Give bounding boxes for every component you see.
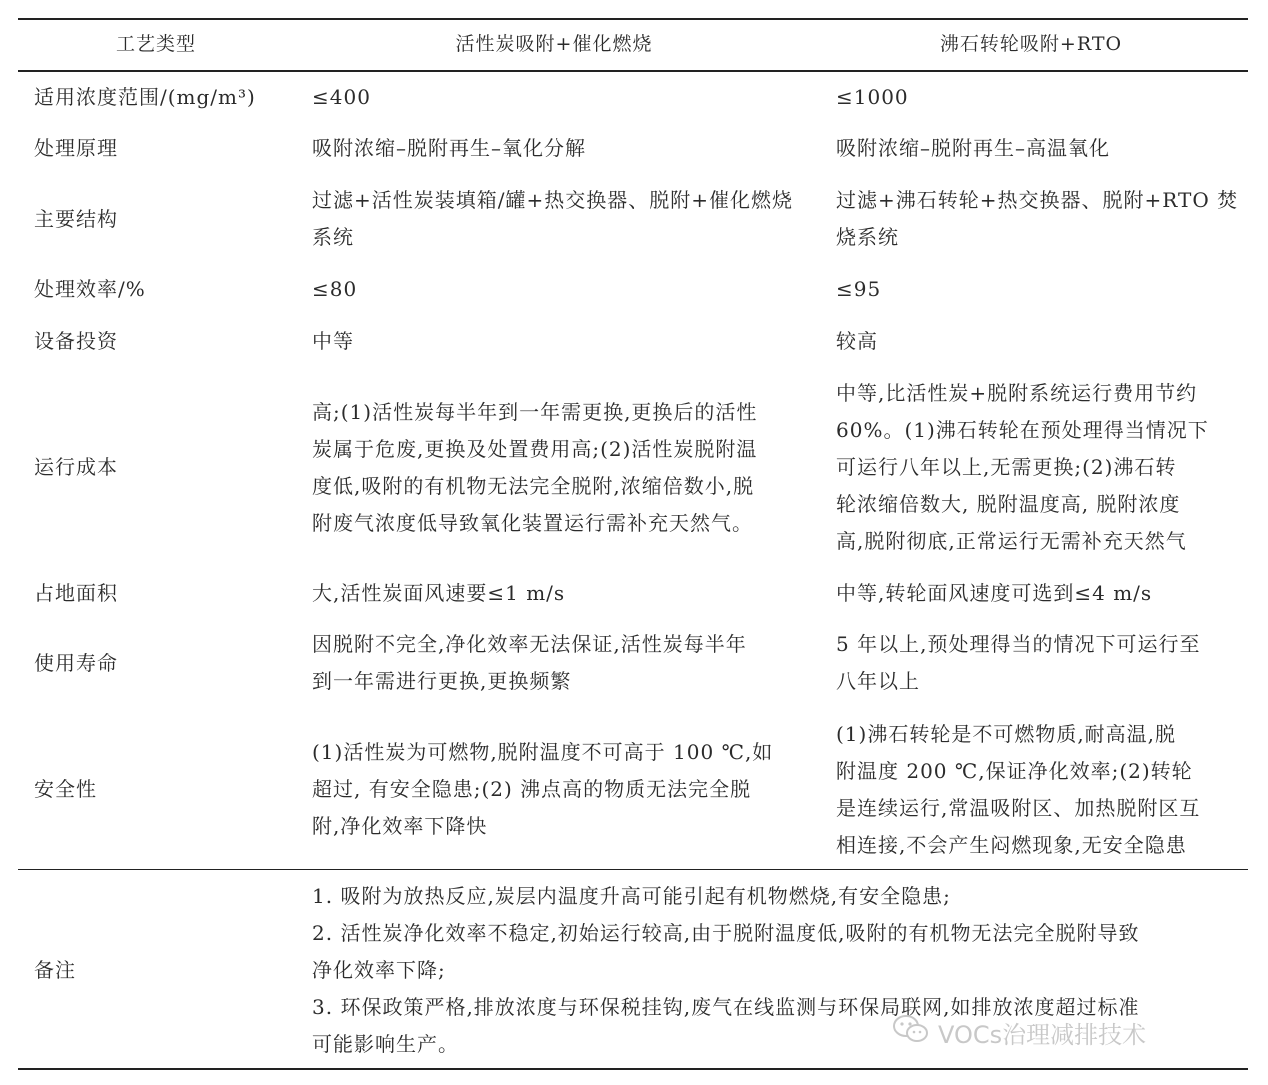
row-cell: 高,脱附彻底,正常运行无需补充天然气 <box>836 529 1187 553</box>
note-line: 1. 吸附为放热反应,炭层内温度升高可能引起有机物燃烧,有安全隐患; <box>312 884 951 908</box>
row-cell: 系统 <box>312 225 354 249</box>
header-activated-carbon: 活性炭吸附+催化燃烧 <box>455 33 653 55</box>
row-label: 处理效率/% <box>34 277 146 301</box>
row-cell: 八年以上 <box>836 669 920 693</box>
row-cell: 附废气浓度低导致氧化装置运行需补充天然气。 <box>312 511 753 535</box>
row-cell: ≤80 <box>312 277 358 301</box>
row-cell: 是连续运行,常温吸附区、加热脱附区互 <box>836 796 1201 820</box>
row-cell: 过滤+活性炭装填箱/罐+热交换器、脱附+催化燃烧 <box>312 188 794 212</box>
note-line: 3. 环保政策严格,排放浓度与环保税挂钩,废气在线监测与环保局联网,如排放浓度超过标准 <box>312 995 1140 1019</box>
row-cell: 5 年以上,预处理得当的情况下可运行至 <box>836 632 1201 656</box>
table-top-rule <box>18 18 1248 20</box>
row-cell: 因脱附不完全,净化效率无法保证,活性炭每半年 <box>312 632 747 656</box>
header-rule <box>18 70 1248 72</box>
row-label: 安全性 <box>34 777 97 801</box>
row-label: 运行成本 <box>34 455 118 479</box>
row-cell: 度低,吸附的有机物无法完全脱附,浓缩倍数小,脱 <box>312 474 755 498</box>
row-label: 适用浓度范围/(mg/m³) <box>34 85 256 109</box>
row-cell: 到一年需进行更换,更换频繁 <box>312 669 572 693</box>
watermark-text: VOCs治理减排技术 <box>938 1020 1147 1049</box>
row-cell: 附温度 200 ℃,保证净化效率;(2)转轮 <box>836 759 1193 783</box>
notes-label: 备注 <box>34 958 76 982</box>
row-label: 设备投资 <box>34 329 118 353</box>
row-cell: 附,净化效率下降快 <box>312 814 488 838</box>
row-label: 处理原理 <box>34 136 118 160</box>
row-cell: ≤400 <box>312 85 371 109</box>
header-process-type: 工艺类型 <box>115 33 196 55</box>
row-label: 使用寿命 <box>34 651 118 675</box>
row-cell: 中等,转轮面风速度可选到≤4 m/s <box>836 581 1153 605</box>
note-line: 可能影响生产。 <box>312 1032 459 1056</box>
notes-separator-rule <box>18 869 1248 870</box>
note-line: 2. 活性炭净化效率不稳定,初始运行较高,由于脱附温度低,吸附的有机物无法完全脱附导致 <box>312 921 1140 945</box>
row-cell: 过滤+沸石转轮+热交换器、脱附+RTO 焚 <box>836 188 1239 212</box>
row-cell: ≤1000 <box>836 85 909 109</box>
row-cell: 吸附浓缩–脱附再生–高温氧化 <box>836 136 1110 160</box>
row-cell: 大,活性炭面风速要≤1 m/s <box>312 581 566 605</box>
row-cell: ≤95 <box>836 277 882 301</box>
table-bottom-rule <box>18 1068 1248 1070</box>
header-zeolite-rto: 沸石转轮吸附+RTO <box>939 33 1123 55</box>
row-cell: 超过, 有安全隐患;(2) 沸点高的物质无法完全脱 <box>312 777 752 801</box>
row-label: 占地面积 <box>34 581 118 605</box>
row-cell: 高;(1)活性炭每半年到一年需更换,更换后的活性 <box>312 400 758 424</box>
row-cell: 轮浓缩倍数大, 脱附温度高, 脱附浓度 <box>836 492 1181 516</box>
row-cell: 60%。(1)沸石转轮在预处理得当情况下 <box>836 418 1209 442</box>
row-cell: 相连接,不会产生闷燃现象,无安全隐患 <box>836 833 1187 857</box>
wechat-icon <box>892 1014 930 1050</box>
row-cell: 中等 <box>312 329 354 353</box>
row-cell: 烧系统 <box>836 225 899 249</box>
row-cell: (1)活性炭为可燃物,脱附温度不可高于 100 ℃,如 <box>312 740 774 764</box>
row-cell: 炭属于危废,更换及处置费用高;(2)活性炭脱附温 <box>312 437 758 461</box>
row-cell: (1)沸石转轮是不可燃物质,耐高温,脱 <box>836 722 1177 746</box>
watermark <box>892 1014 1146 1050</box>
row-cell: 可运行八年以上,无需更换;(2)沸石转 <box>836 455 1177 479</box>
row-cell: 吸附浓缩–脱附再生–氧化分解 <box>312 136 586 160</box>
row-cell: 中等,比活性炭+脱附系统运行费用节约 <box>836 381 1198 405</box>
row-cell: 较高 <box>836 329 878 353</box>
row-label: 主要结构 <box>34 207 118 231</box>
note-line: 净化效率下降; <box>312 958 446 982</box>
